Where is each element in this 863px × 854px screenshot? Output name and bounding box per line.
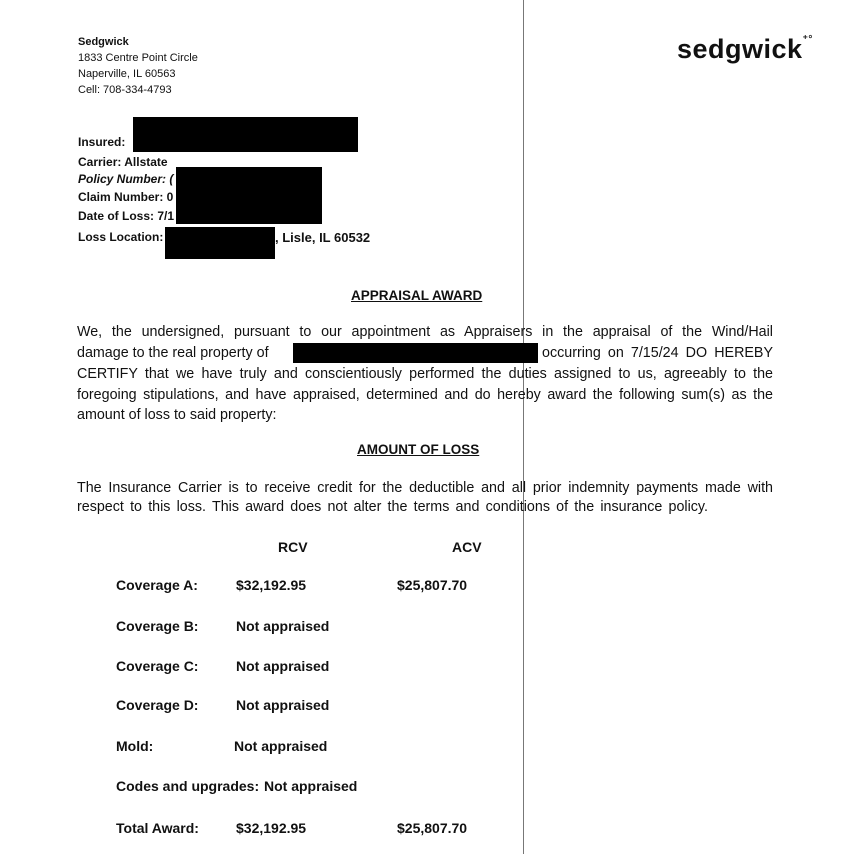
total-rcv: $32,192.95	[236, 820, 307, 836]
row-label: Coverage A:	[116, 577, 198, 593]
row-rcv: Not appraised	[264, 778, 358, 794]
redaction-insured	[133, 117, 358, 152]
logo-text: sedgwick	[677, 34, 803, 64]
scan-artifact-line	[523, 0, 524, 854]
sedgwick-logo	[677, 34, 813, 65]
sender-block	[78, 34, 198, 98]
carrier: Carrier: Allstate	[78, 155, 168, 169]
sender-address1: 1833 Centre Point Circle	[78, 52, 198, 64]
row-acv: $25,807.70	[397, 577, 468, 593]
row-label: Codes and upgrades:	[116, 778, 260, 794]
row-label: Mold:	[116, 738, 154, 754]
row-label: Coverage D:	[116, 697, 199, 713]
redaction-location	[165, 227, 275, 259]
claim-number-label: Claim Number: 0	[78, 190, 174, 204]
appraisal-line-3: CERTIFY that we have truly and conscientiously performed the duties assigned to us, agreeably to the	[77, 366, 773, 382]
total-label: Total Award:	[116, 820, 199, 836]
row-rcv: $32,192.95	[236, 577, 307, 593]
row-label: Coverage B:	[116, 618, 199, 634]
loss-location-label: Loss Location:	[78, 230, 164, 244]
loss-line-1: The Insurance Carrier is to receive credit for the deductible and all prior indemnity payments made with	[77, 480, 773, 496]
amount-of-loss-title: AMOUNT OF LOSS	[357, 442, 480, 457]
policy-number-label: Policy Number: (	[78, 172, 174, 186]
appraisal-line-2b: occurring on 7/15/24 DO HEREBY	[542, 345, 773, 361]
row-rcv: Not appraised	[236, 618, 330, 634]
total-acv: $25,807.70	[397, 820, 468, 836]
loss-line-2: respect to this loss. This award does not alter the terms and conditions of the insurance policy.	[77, 499, 708, 515]
insured-label: Insured:	[78, 135, 126, 149]
rcv-header: RCV	[278, 539, 308, 555]
sender-name: Sedgwick	[78, 36, 129, 48]
acv-header: ACV	[452, 539, 482, 555]
redaction-policy-claim	[176, 167, 322, 224]
row-rcv: Not appraised	[234, 738, 328, 754]
logo-mark-icon: ⁺°	[802, 34, 813, 45]
sender-address2: Naperville, IL 60563	[78, 68, 176, 80]
row-rcv: Not appraised	[236, 697, 330, 713]
row-label: Coverage C:	[116, 658, 199, 674]
appraisal-line-5: amount of loss to said property:	[77, 407, 277, 423]
appraisal-line-4: foregoing stipulations, and have appraised, determined and do hereby award the following sum(s) as the	[77, 387, 773, 403]
row-rcv: Not appraised	[236, 658, 330, 674]
appraisal-award-title: APPRAISAL AWARD	[351, 288, 483, 303]
sender-phone: Cell: 708-334-4793	[78, 84, 172, 96]
redaction-property	[293, 343, 538, 363]
date-of-loss-label: Date of Loss: 7/1	[78, 209, 175, 223]
appraisal-line-1: We, the undersigned, pursuant to our appointment as Appraisers in the appraisal of the Wind/Hail	[77, 324, 773, 340]
loss-location-city: , Lisle, IL 60532	[275, 230, 371, 245]
appraisal-line-2a: damage to the real property of	[77, 345, 269, 361]
